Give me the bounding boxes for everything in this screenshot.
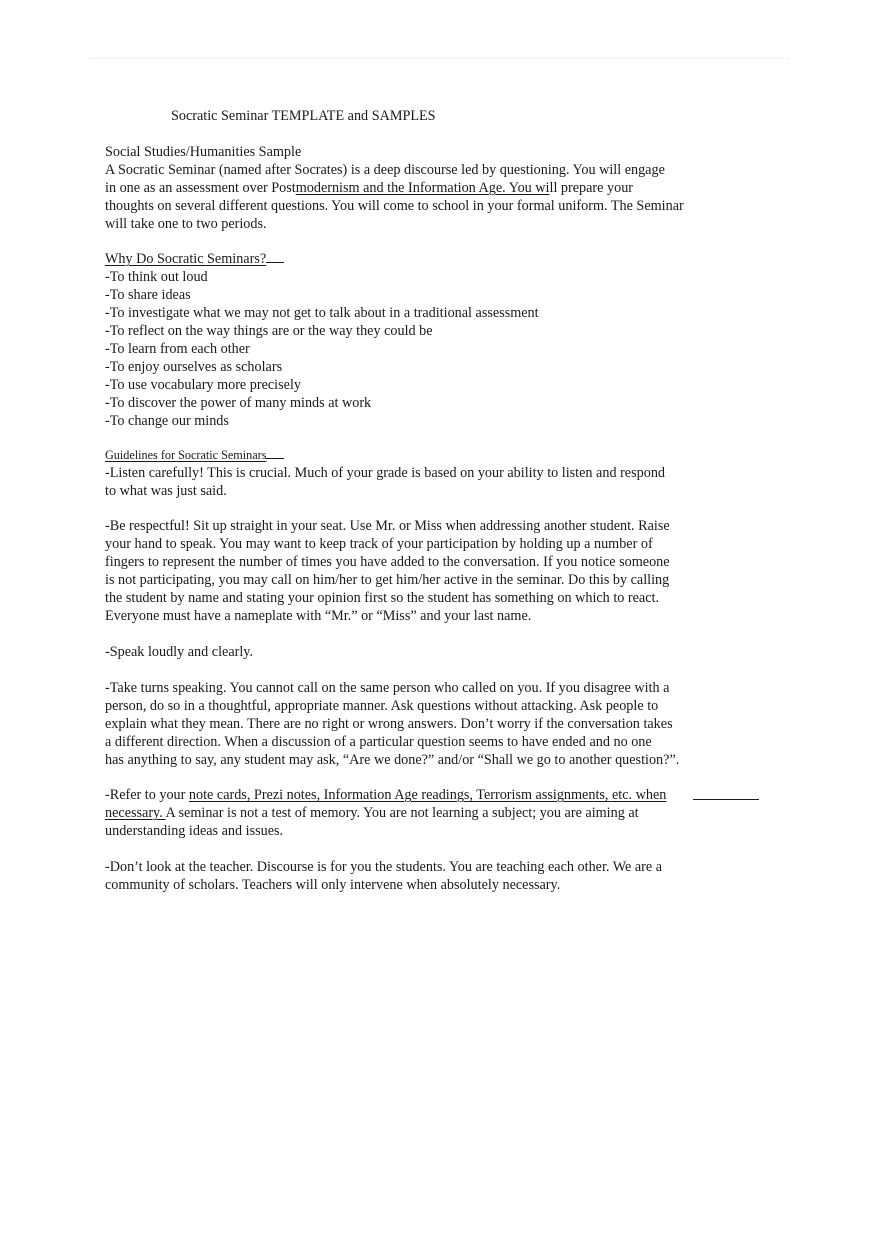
guideline-text: -Refer to your [105,787,189,803]
top-divider [90,58,790,59]
why-item: -To share ideas [105,287,191,303]
guideline-line [105,786,666,804]
why-item: -To change our minds [105,413,229,429]
intro-text: in one as an assessment over Post [105,180,296,196]
why-item: -To discover the power of many minds at work [105,395,372,411]
guideline-line: the student by name and stating your opinion first so the student has something on which to react. [105,590,660,606]
guideline-line: understanding ideas and issues. [105,823,284,839]
underline-trail [693,799,759,800]
guidelines-heading-text: Guidelines for Socratic Seminars [105,448,267,462]
guideline-line: explain what they mean. There are no right or wrong answers. Don’t worry if the conversation takes [105,716,673,732]
guideline-line: has anything to say, any student may ask, “Are we done?” and/or “Shall we go to another question?”. [105,752,680,768]
page-title: Socratic Seminar TEMPLATE and SAMPLES [171,108,436,124]
heading-underline-trail [266,448,284,459]
guideline-line: -Speak loudly and clearly. [105,644,253,660]
intro-line: thoughts on several different questions. You will come to school in your formal uniform. The Seminar [105,198,684,214]
guideline-line: Everyone must have a nameplate with “Mr.” or “Miss” and your last name. [105,608,532,624]
why-heading-text: Why Do Socratic Seminars? [105,251,267,267]
heading-underline-trail [266,252,284,263]
why-item: -To enjoy ourselves as scholars [105,359,283,375]
guideline-line: a different direction. When a discussion of a particular question seems to have ended and no one [105,734,652,750]
intro-line: A Socratic Seminar (named after Socrates) is a deep discourse led by questioning. You will engage [105,162,665,178]
guideline-text: A seminar is not a test of memory. You are not learning a subject; you are aiming at [165,805,639,821]
guideline-line [105,804,639,822]
guideline-line: -Don’t look at the teacher. Discourse is for you the students. You are teaching each other. We are a [105,859,662,875]
sample-heading: Social Studies/Humanities Sample [105,144,302,160]
guideline-line: your hand to speak. You may want to keep track of your participation by holding up a number of [105,536,653,552]
intro-line [105,179,633,197]
guidelines-heading [105,446,284,464]
intro-line: will take one to two periods. [105,216,267,232]
guideline-line: -Be respectful! Sit up straight in your seat. Use Mr. or Miss when addressing another student. Raise [105,518,670,534]
intro-underlined-text: modernism and the Information Age. You wi [295,180,550,196]
intro-text: ll prepare your [549,180,634,196]
guideline-underlined-text: necessary. [105,805,166,821]
why-item: -To investigate what we may not get to talk about in a traditional assessment [105,305,539,321]
guideline-line: -Listen carefully! This is crucial. Much of your grade is based on your ability to listen and respond [105,465,666,481]
why-item: -To think out loud [105,269,208,285]
why-item: -To reflect on the way things are or the way they could be [105,323,433,339]
guideline-line: community of scholars. Teachers will only intervene when absolutely necessary. [105,877,561,893]
guideline-underlined-text: note cards, Prezi notes, Information Age readings, Terrorism assignments, etc. when [188,787,667,803]
guideline-line: person, do so in a thoughtful, appropriate manner. Ask questions without attacking. Ask people to [105,698,659,714]
guideline-line: is not participating, you may call on him/her to get him/her active in the seminar. Do this by calling [105,572,670,588]
why-item: -To use vocabulary more precisely [105,377,301,393]
why-item: -To learn from each other [105,341,250,357]
guideline-line: to what was just said. [105,483,227,499]
guideline-line: -Take turns speaking. You cannot call on the same person who called on you. If you disagree with a [105,680,670,696]
why-heading [105,250,284,268]
guideline-line: fingers to represent the number of times you have added to the conversation. If you notice someone [105,554,670,570]
